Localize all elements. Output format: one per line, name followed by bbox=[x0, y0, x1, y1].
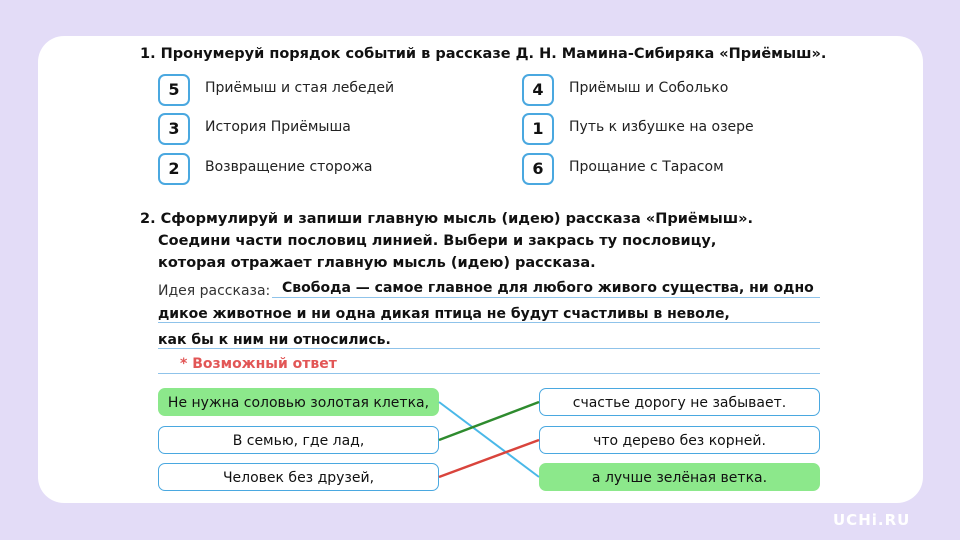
task2-title-line2: Соедини части пословиц линией. Выбери и закрась ту пословицу, bbox=[158, 233, 717, 249]
proverb-right-part[interactable]: что дерево без корней. bbox=[539, 426, 820, 454]
connector-line-green bbox=[439, 402, 539, 440]
proverb-right-part[interactable]: а лучше зелёная ветка. bbox=[539, 463, 820, 491]
proverb-left-part[interactable]: Не нужна соловью золотая клетка, bbox=[158, 388, 439, 416]
task2-title-line3: которая отражает главную мысль (идею) рассказа. bbox=[158, 255, 596, 271]
order-number-box[interactable]: 4 bbox=[522, 74, 554, 106]
event-label: Приёмыш и стая лебедей bbox=[205, 80, 395, 96]
possible-answer-note: * Возможный ответ bbox=[180, 356, 337, 372]
answer-line-2[interactable]: дикое животное и ни одна дикая птица не будут счастливы в неволе, bbox=[158, 306, 730, 322]
event-label: Прощание с Тарасом bbox=[569, 159, 724, 175]
answer-line-3[interactable]: как бы к ним ни относились. bbox=[158, 332, 391, 348]
proverb-right-part[interactable]: счастье дорогу не забывает. bbox=[539, 388, 820, 416]
order-number-box[interactable]: 5 bbox=[158, 74, 190, 106]
event-label: Возвращение сторожа bbox=[205, 159, 373, 175]
proverb-left-part[interactable]: Человек без друзей, bbox=[158, 463, 439, 491]
event-label: Путь к избушке на озере bbox=[569, 119, 754, 135]
task2-title-line1: 2. Сформулируй и запиши главную мысль (идею) рассказа «Приёмыш». bbox=[140, 211, 753, 227]
order-number-box[interactable]: 2 bbox=[158, 153, 190, 185]
proverb-left-part[interactable]: В семью, где лад, bbox=[158, 426, 439, 454]
order-number-box[interactable]: 1 bbox=[522, 113, 554, 145]
event-label: История Приёмыша bbox=[205, 119, 351, 135]
order-number-box[interactable]: 6 bbox=[522, 153, 554, 185]
answer-line-1[interactable]: Свобода — самое главное для любого живого существа, ни одно bbox=[282, 280, 814, 296]
event-label: Приёмыш и Соболько bbox=[569, 80, 729, 96]
idea-label: Идея рассказа: bbox=[158, 283, 271, 299]
brand-logo: UCHi.RU bbox=[833, 511, 911, 529]
connector-line-red bbox=[439, 440, 539, 477]
connector-line-blue bbox=[439, 402, 539, 477]
order-number-box[interactable]: 3 bbox=[158, 113, 190, 145]
task1-title: 1. Пронумеруй порядок событий в рассказе Д. Н. Мамина-Сибиряка «Приёмыш». bbox=[140, 46, 827, 62]
